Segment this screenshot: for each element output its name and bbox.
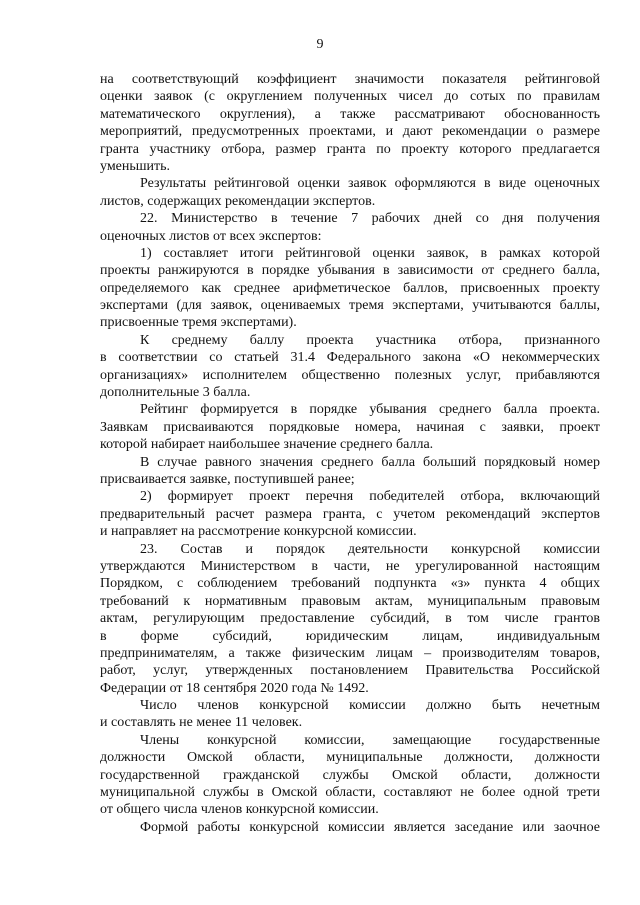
text-line: Федерации от 18 сентября 2020 года № 1492. xyxy=(100,680,369,696)
text-line: мероприятий, предусмотренных проектами, и дают рекомендации о размере xyxy=(100,124,600,140)
text-line: гранта участнику отбора, размер гранта по проекту которого предлагается xyxy=(100,141,600,157)
text-line: 1) составляет итоги рейтинговой оценки заявок, в рамках которой xyxy=(140,245,600,261)
text-line: К среднему баллу проекта участника отбора, признанного xyxy=(140,332,600,348)
text-line: требований к нормативным правовым актам, муниципальным правовым xyxy=(100,593,600,609)
text-line: дополнительные 3 балла. xyxy=(100,385,251,401)
text-line: работ, услуг, утвержденных постановлением Правительства Российской xyxy=(100,663,600,679)
text-line: оценки заявок (с округлением полученных чисел до сотых по правилам xyxy=(100,89,600,105)
text-line: 2) формирует проект перечня победителей отбора, включающий xyxy=(140,489,600,505)
text-line: присваивается заявке, поступившей ранее; xyxy=(100,471,355,487)
text-line: Порядком, с соблюдением требований подпункта «з» пункта 4 общих xyxy=(100,576,600,592)
text-line: оценочных листов от всех экспертов: xyxy=(100,228,322,244)
text-line: Рейтинг формируется в порядке убывания среднего балла проекта. xyxy=(140,402,600,418)
text-line: Члены конкурсной комиссии, замещающие государственные xyxy=(140,732,600,748)
text-line: и составлять не менее 11 человек. xyxy=(100,715,303,731)
text-line: на соответствующий коэффициент значимости показателя рейтинговой xyxy=(100,72,600,87)
page-number: 9 xyxy=(316,37,324,52)
text-line: Заявкам присваиваются порядковые номера, начиная с заявки, проект xyxy=(100,419,600,435)
text-line: предварительный расчет размера гранта, с учетом рекомендаций экспертов xyxy=(100,506,600,522)
text-line: листов, содержащих рекомендации экспертов. xyxy=(100,193,376,209)
text-line: муниципальной службы в Омской области, составляют не более одной трети xyxy=(100,785,600,801)
text-line: предпринимателям, а также физическим лицам – производителям товаров, xyxy=(100,645,600,661)
text-line: утверждаются Министерством в части, не урегулированной настоящим xyxy=(100,558,600,574)
text-line: В случае равного значения среднего балла больший порядковый номер xyxy=(140,454,600,470)
text-line: присвоенные тремя экспертами). xyxy=(100,315,297,331)
text-line: 22. Министерство в течение 7 рабочих дней со дня получения xyxy=(140,211,600,227)
text-line: и направляет на рассмотрение конкурсной комиссии. xyxy=(100,524,417,540)
text-line: Число членов конкурсной комиссии должно быть нечетным xyxy=(140,698,600,714)
text-line: от общего числа членов конкурсной комиссии. xyxy=(100,802,379,818)
text-line: проекты ранжируются в порядке убывания в зависимости от среднего балла, xyxy=(100,263,600,279)
text-line: организациях» исполнителем общественно полезных услуг, прибавляются xyxy=(100,367,600,383)
text-line: 23. Состав и порядок деятельности конкурсной комиссии xyxy=(140,541,600,557)
text-line: Результаты рейтинговой оценки заявок оформляются в виде оценочных xyxy=(140,176,600,192)
text-line: в форме субсидий, юридическим лицам, индивидуальным xyxy=(100,628,600,644)
text-line: государственной гражданской службы Омской области, должности xyxy=(100,767,600,783)
text-line: в соответствии со статьей 31.4 Федерального закона «О некоммерческих xyxy=(100,350,600,366)
text-line: актам, регулирующим предоставление субсидий, в том числе грантов xyxy=(100,611,600,627)
text-line: определяемого как среднее арифметическое баллов, присвоенных проекту xyxy=(100,280,600,296)
text-line: должности Омской области, муниципальные должности, должности xyxy=(100,750,600,766)
text-line: Формой работы конкурсной комиссии является заседание или заочное xyxy=(140,819,600,835)
text-line: экспертами (для заявок, оцениваемых тремя экспертами, учитываются баллы, xyxy=(100,298,600,314)
text-line: математического округления), а также рассматривают обоснованность xyxy=(100,106,600,122)
text-line: уменьшить. xyxy=(100,158,171,174)
body-text xyxy=(100,71,600,836)
text-line: которой набирает наибольшее значение среднего балла. xyxy=(100,437,434,453)
